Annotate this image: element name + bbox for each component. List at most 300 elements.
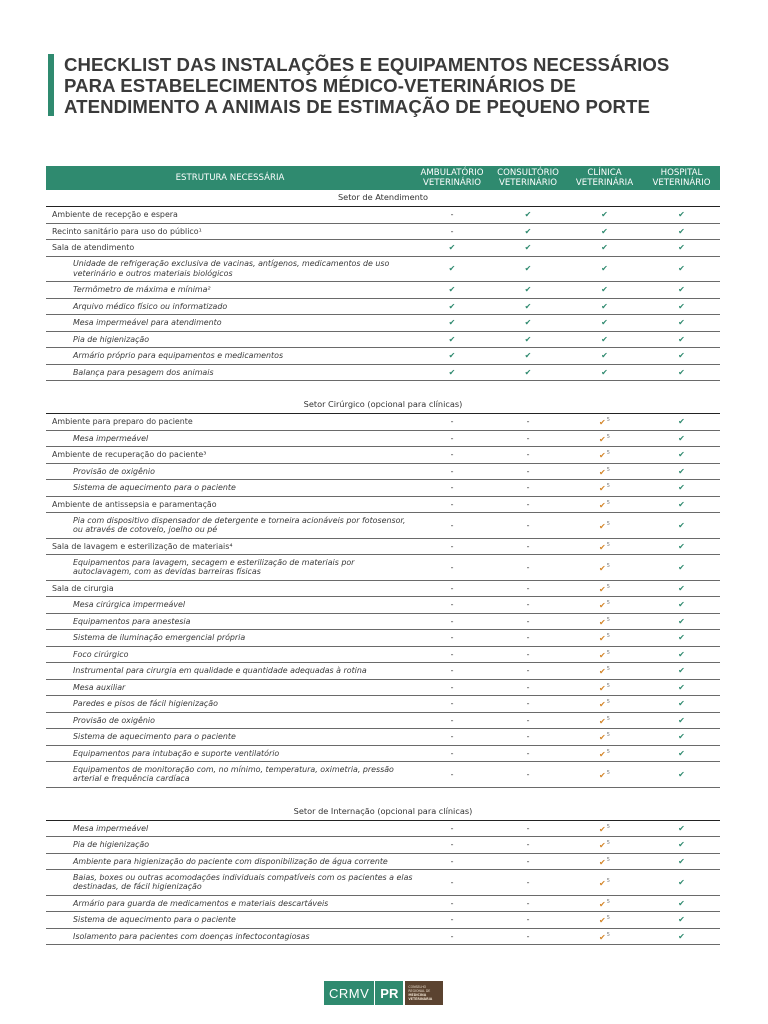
table-row bbox=[46, 912, 720, 929]
sub-item-label: Termômetro de máxima e mínima² bbox=[46, 282, 414, 299]
dash-mark: - bbox=[450, 748, 454, 758]
item-label: Recinto sanitário para uso do público¹ bbox=[46, 223, 414, 240]
sub-item-label: Ambiente para higienização do paciente com disponibilização de água corrente bbox=[46, 853, 414, 870]
mark-ambulatorio bbox=[414, 496, 490, 513]
footnote-ref: 5 bbox=[606, 732, 610, 739]
mark-consultorio bbox=[490, 538, 566, 555]
check-icon: ✔ bbox=[678, 699, 685, 709]
item-label: Ambiente de antissepsia e paramentação bbox=[46, 496, 414, 513]
mark-ambulatorio bbox=[414, 282, 490, 299]
check-icon: ✔ bbox=[678, 732, 685, 742]
dash-mark: - bbox=[450, 898, 454, 908]
dash-mark: - bbox=[450, 649, 454, 659]
mark-consultorio bbox=[490, 870, 566, 896]
mark-hospital bbox=[643, 331, 720, 348]
sub-item-label: Equipamentos de monitoração com, no mínimo, temperatura, oximetria, pressão arterial e frequência cardíaca bbox=[46, 762, 414, 788]
optional-check-icon: ✔$^5$ bbox=[599, 499, 610, 510]
table-row bbox=[46, 315, 720, 332]
dash-mark: - bbox=[526, 483, 530, 493]
table-row bbox=[46, 745, 720, 762]
table-row bbox=[46, 480, 720, 497]
table-body bbox=[46, 190, 720, 945]
mark-hospital bbox=[643, 364, 720, 381]
mark-hospital bbox=[643, 895, 720, 912]
mark-clinica bbox=[566, 837, 643, 854]
mark-hospital bbox=[643, 630, 720, 647]
mark-ambulatorio bbox=[414, 679, 490, 696]
mark-consultorio bbox=[490, 745, 566, 762]
footnote-ref: 5 bbox=[606, 649, 610, 656]
dash-mark: - bbox=[450, 666, 454, 676]
mark-ambulatorio bbox=[414, 663, 490, 680]
mark-hospital bbox=[643, 712, 720, 729]
optional-check-icon: ✔$^5$ bbox=[599, 823, 610, 834]
dash-mark: - bbox=[450, 840, 454, 850]
mark-clinica bbox=[566, 364, 643, 381]
check-icon: ✔ bbox=[524, 264, 532, 274]
title-block bbox=[48, 54, 738, 117]
dash-mark: - bbox=[526, 450, 530, 460]
dash-mark: - bbox=[526, 715, 530, 725]
mark-clinica bbox=[566, 745, 643, 762]
mark-hospital bbox=[643, 912, 720, 929]
dash-mark: - bbox=[526, 915, 530, 925]
check-icon: ✔ bbox=[448, 243, 456, 253]
footnote-ref: 5 bbox=[606, 877, 610, 884]
logo-council-tag: CONSELHO REGIONAL DE MEDICINA VETERINÁRIA bbox=[405, 981, 443, 1005]
table-row bbox=[46, 282, 720, 299]
dash-mark: - bbox=[450, 600, 454, 610]
table-row bbox=[46, 538, 720, 555]
mark-clinica bbox=[566, 298, 643, 315]
dash-mark: - bbox=[526, 732, 530, 742]
optional-check-icon: ✔$^5$ bbox=[599, 562, 610, 573]
footnote-ref: 5 bbox=[606, 699, 610, 706]
mark-hospital bbox=[643, 613, 720, 630]
optional-check-icon: ✔$^5$ bbox=[599, 877, 610, 888]
title-line-1: CHECKLIST DAS INSTALAÇÕES E EQUIPAMENTOS NECESSÁRIOS bbox=[64, 54, 670, 75]
footnote-ref: 5 bbox=[606, 562, 610, 569]
table-row bbox=[46, 663, 720, 680]
mark-clinica bbox=[566, 538, 643, 555]
mark-consultorio bbox=[490, 256, 566, 282]
sub-item-label: Mesa cirúrgica impermeável bbox=[46, 597, 414, 614]
mark-hospital bbox=[643, 414, 720, 431]
footnote-ref: 5 bbox=[606, 666, 610, 673]
footnote-ref: 5 bbox=[606, 520, 610, 527]
check-icon: ✔ bbox=[601, 210, 608, 220]
check-icon: ✔ bbox=[678, 562, 685, 572]
table-row bbox=[46, 820, 720, 837]
check-icon: ✔ bbox=[524, 226, 532, 236]
mark-hospital bbox=[643, 447, 720, 464]
mark-ambulatorio bbox=[414, 447, 490, 464]
mark-clinica bbox=[566, 240, 643, 257]
sub-item-label: Sistema de aquecimento para o paciente bbox=[46, 729, 414, 746]
check-icon: ✔ bbox=[678, 666, 685, 676]
mark-consultorio bbox=[490, 414, 566, 431]
mark-clinica bbox=[566, 895, 643, 912]
dash-mark: - bbox=[450, 715, 454, 725]
dash-mark: - bbox=[450, 931, 454, 941]
sub-item-label: Baias, boxes ou outras acomodações individuais compatíveis com os pacientes a elas destinadas, de fácil higienização bbox=[46, 870, 414, 896]
dash-mark: - bbox=[526, 748, 530, 758]
sub-item-label: Unidade de refrigeração exclusiva de vacinas, antígenos, medicamentos de uso veterinário e outros materiais biológicos bbox=[46, 256, 414, 282]
check-icon: ✔ bbox=[678, 351, 685, 361]
mark-ambulatorio bbox=[414, 348, 490, 365]
check-icon: ✔ bbox=[601, 351, 608, 361]
table-row bbox=[46, 513, 720, 539]
mark-consultorio bbox=[490, 580, 566, 597]
sub-item-label: Mesa impermeável bbox=[46, 820, 414, 837]
optional-check-icon: ✔$^5$ bbox=[599, 450, 610, 461]
check-icon: ✔ bbox=[678, 541, 685, 551]
sub-item-label: Mesa impermeável para atendimento bbox=[46, 315, 414, 332]
table-row bbox=[46, 853, 720, 870]
mark-consultorio bbox=[490, 496, 566, 513]
dash-mark: - bbox=[450, 433, 454, 443]
footnote-ref: 5 bbox=[606, 541, 610, 548]
mark-clinica bbox=[566, 853, 643, 870]
optional-check-icon: ✔$^5$ bbox=[599, 915, 610, 926]
dash-mark: - bbox=[450, 633, 454, 643]
optional-check-icon: ✔$^5$ bbox=[599, 931, 610, 942]
title-line-3: ATENDIMENTO A ANIMAIS DE ESTIMAÇÃO DE PEQUENO PORTE bbox=[64, 96, 651, 117]
check-icon: ✔ bbox=[524, 210, 532, 220]
col-header-estrutura: ESTRUTURA NECESSÁRIA bbox=[46, 166, 414, 190]
section-spacer bbox=[46, 381, 720, 398]
table-row bbox=[46, 447, 720, 464]
mark-clinica bbox=[566, 696, 643, 713]
check-icon: ✔ bbox=[678, 450, 685, 460]
mark-clinica bbox=[566, 663, 643, 680]
section-header bbox=[46, 397, 720, 414]
optional-check-icon: ✔$^5$ bbox=[599, 583, 610, 594]
sub-item-label: Pia com dispositivo dispensador de detergente e torneira acionáveis por fotosensor, ou através de cotovelo, joelho ou pé bbox=[46, 513, 414, 539]
mark-hospital bbox=[643, 480, 720, 497]
col-header-hospital: HOSPITAL VETERINÁRIO bbox=[643, 166, 720, 190]
dash-mark: - bbox=[526, 823, 530, 833]
optional-check-icon: ✔$^5$ bbox=[599, 417, 610, 428]
mark-consultorio bbox=[490, 613, 566, 630]
sub-item-label: Armário próprio para equipamentos e medicamentos bbox=[46, 348, 414, 365]
check-icon: ✔ bbox=[678, 483, 685, 493]
mark-consultorio bbox=[490, 331, 566, 348]
optional-check-icon: ✔$^5$ bbox=[599, 769, 610, 780]
dash-mark: - bbox=[526, 649, 530, 659]
mark-clinica bbox=[566, 712, 643, 729]
dash-mark: - bbox=[450, 562, 454, 572]
mark-ambulatorio bbox=[414, 256, 490, 282]
item-label: Sala de lavagem e esterilização de materiais⁴ bbox=[46, 538, 414, 555]
mark-hospital bbox=[643, 928, 720, 945]
sub-item-label: Isolamento para pacientes com doenças infectocontagiosas bbox=[46, 928, 414, 945]
table-row bbox=[46, 613, 720, 630]
mark-consultorio bbox=[490, 928, 566, 945]
dash-mark: - bbox=[450, 682, 454, 692]
sub-item-label: Equipamentos para anestesia bbox=[46, 613, 414, 630]
footnote-ref: 5 bbox=[606, 483, 610, 490]
mark-ambulatorio bbox=[414, 745, 490, 762]
check-icon: ✔ bbox=[678, 715, 685, 725]
mark-ambulatorio bbox=[414, 240, 490, 257]
table-row bbox=[46, 679, 720, 696]
mark-consultorio bbox=[490, 223, 566, 240]
check-icon: ✔ bbox=[678, 633, 685, 643]
footnote-ref: 5 bbox=[606, 898, 610, 905]
section-title: Setor de Internação (opcional para clínicas) bbox=[46, 804, 720, 821]
mark-clinica bbox=[566, 870, 643, 896]
table-row bbox=[46, 762, 720, 788]
dash-mark: - bbox=[450, 520, 454, 530]
table-row bbox=[46, 240, 720, 257]
dash-mark: - bbox=[526, 616, 530, 626]
mark-consultorio bbox=[490, 597, 566, 614]
mark-ambulatorio bbox=[414, 696, 490, 713]
check-icon: ✔ bbox=[678, 301, 685, 311]
mark-hospital bbox=[643, 580, 720, 597]
check-icon: ✔ bbox=[678, 649, 685, 659]
mark-clinica bbox=[566, 513, 643, 539]
table-row bbox=[46, 348, 720, 365]
table-row bbox=[46, 597, 720, 614]
check-icon: ✔ bbox=[524, 351, 532, 361]
mark-consultorio bbox=[490, 837, 566, 854]
mark-ambulatorio bbox=[414, 820, 490, 837]
check-icon: ✔ bbox=[524, 301, 532, 311]
table-row bbox=[46, 870, 720, 896]
mark-hospital bbox=[643, 207, 720, 224]
mark-ambulatorio bbox=[414, 928, 490, 945]
check-icon: ✔ bbox=[678, 433, 685, 443]
table-row bbox=[46, 496, 720, 513]
title-line-2: PARA ESTABELECIMENTOS MÉDICO-VETERINÁRIOS DE bbox=[64, 75, 576, 96]
sub-item-label: Paredes e pisos de fácil higienização bbox=[46, 696, 414, 713]
mark-ambulatorio bbox=[414, 414, 490, 431]
mark-hospital bbox=[643, 679, 720, 696]
mark-consultorio bbox=[490, 447, 566, 464]
optional-check-icon: ✔$^5$ bbox=[599, 541, 610, 552]
table-row bbox=[46, 430, 720, 447]
section-header bbox=[46, 190, 720, 207]
mark-consultorio bbox=[490, 912, 566, 929]
mark-hospital bbox=[643, 597, 720, 614]
mark-clinica bbox=[566, 447, 643, 464]
footnote-ref: 5 bbox=[606, 915, 610, 922]
check-icon: ✔ bbox=[601, 285, 608, 295]
mark-clinica bbox=[566, 348, 643, 365]
dash-mark: - bbox=[526, 666, 530, 676]
dash-mark: - bbox=[450, 616, 454, 626]
mark-consultorio bbox=[490, 364, 566, 381]
mark-ambulatorio bbox=[414, 630, 490, 647]
mark-clinica bbox=[566, 729, 643, 746]
mark-clinica bbox=[566, 207, 643, 224]
footnote-ref: 5 bbox=[606, 583, 610, 590]
mark-consultorio bbox=[490, 712, 566, 729]
item-label: Ambiente para preparo do paciente bbox=[46, 414, 414, 431]
mark-ambulatorio bbox=[414, 364, 490, 381]
sub-item-label: Instrumental para cirurgia em qualidade e quantidade adequadas à rotina bbox=[46, 663, 414, 680]
dash-mark: - bbox=[526, 931, 530, 941]
check-icon: ✔ bbox=[601, 367, 608, 377]
table-row bbox=[46, 414, 720, 431]
dash-mark: - bbox=[526, 499, 530, 509]
mark-hospital bbox=[643, 256, 720, 282]
mark-hospital bbox=[643, 240, 720, 257]
optional-check-icon: ✔$^5$ bbox=[599, 732, 610, 743]
mark-consultorio bbox=[490, 663, 566, 680]
optional-check-icon: ✔$^5$ bbox=[599, 520, 610, 531]
check-icon: ✔ bbox=[678, 898, 685, 908]
check-icon: ✔ bbox=[601, 264, 608, 274]
sub-item-label: Provisão de oxigênio bbox=[46, 463, 414, 480]
mark-clinica bbox=[566, 630, 643, 647]
mark-ambulatorio bbox=[414, 597, 490, 614]
item-label: Ambiente de recuperação do paciente³ bbox=[46, 447, 414, 464]
mark-ambulatorio bbox=[414, 207, 490, 224]
mark-clinica bbox=[566, 480, 643, 497]
check-icon: ✔ bbox=[448, 301, 456, 311]
table-header bbox=[46, 166, 720, 190]
footnote-ref: 5 bbox=[606, 748, 610, 755]
check-icon: ✔ bbox=[448, 367, 456, 377]
mark-hospital bbox=[643, 762, 720, 788]
table-row bbox=[46, 630, 720, 647]
mark-consultorio bbox=[490, 282, 566, 299]
sub-item-label: Pia de higienização bbox=[46, 837, 414, 854]
mark-consultorio bbox=[490, 646, 566, 663]
dash-mark: - bbox=[526, 433, 530, 443]
section-title: Setor Cirúrgico (opcional para clínicas) bbox=[46, 397, 720, 414]
mark-hospital bbox=[643, 555, 720, 581]
mark-ambulatorio bbox=[414, 555, 490, 581]
mark-clinica bbox=[566, 315, 643, 332]
dash-mark: - bbox=[450, 877, 454, 887]
mark-hospital bbox=[643, 223, 720, 240]
dash-mark: - bbox=[450, 499, 454, 509]
item-label: Ambiente de recepção e espera bbox=[46, 207, 414, 224]
footnote-ref: 5 bbox=[606, 616, 610, 623]
mark-ambulatorio bbox=[414, 538, 490, 555]
check-icon: ✔ bbox=[678, 682, 685, 692]
dash-mark: - bbox=[450, 856, 454, 866]
check-icon: ✔ bbox=[448, 334, 456, 344]
table-row bbox=[46, 555, 720, 581]
table-row bbox=[46, 331, 720, 348]
check-icon: ✔ bbox=[601, 243, 608, 253]
dash-mark: - bbox=[450, 915, 454, 925]
check-icon: ✔ bbox=[678, 616, 685, 626]
dash-mark: - bbox=[450, 466, 454, 476]
col-header-clinica: CLÍNICA VETERINÁRIA bbox=[566, 166, 643, 190]
sub-item-label: Balança para pesagem dos animais bbox=[46, 364, 414, 381]
mark-consultorio bbox=[490, 480, 566, 497]
crmv-pr-logo bbox=[324, 981, 443, 1005]
footnote-ref: 5 bbox=[606, 433, 610, 440]
mark-hospital bbox=[643, 663, 720, 680]
mark-ambulatorio bbox=[414, 646, 490, 663]
mark-clinica bbox=[566, 414, 643, 431]
optional-check-icon: ✔$^5$ bbox=[599, 433, 610, 444]
dash-mark: - bbox=[450, 823, 454, 833]
mark-clinica bbox=[566, 820, 643, 837]
mark-clinica bbox=[566, 256, 643, 282]
check-icon: ✔ bbox=[524, 285, 532, 295]
check-icon: ✔ bbox=[678, 915, 685, 925]
mark-consultorio bbox=[490, 240, 566, 257]
mark-consultorio bbox=[490, 207, 566, 224]
mark-ambulatorio bbox=[414, 223, 490, 240]
mark-consultorio bbox=[490, 729, 566, 746]
mark-clinica bbox=[566, 762, 643, 788]
mark-ambulatorio bbox=[414, 853, 490, 870]
sub-item-label: Sistema de aquecimento para o paciente bbox=[46, 912, 414, 929]
dash-mark: - bbox=[526, 877, 530, 887]
checklist-table bbox=[46, 166, 720, 945]
dash-mark: - bbox=[526, 840, 530, 850]
dash-mark: - bbox=[450, 769, 454, 779]
check-icon: ✔ bbox=[448, 264, 456, 274]
footnote-ref: 5 bbox=[606, 600, 610, 607]
mark-hospital bbox=[643, 348, 720, 365]
optional-check-icon: ✔$^5$ bbox=[599, 840, 610, 851]
mark-ambulatorio bbox=[414, 837, 490, 854]
mark-ambulatorio bbox=[414, 712, 490, 729]
dash-mark: - bbox=[450, 699, 454, 709]
check-icon: ✔ bbox=[678, 600, 685, 610]
mark-clinica bbox=[566, 613, 643, 630]
dash-mark: - bbox=[526, 699, 530, 709]
check-icon: ✔ bbox=[678, 769, 685, 779]
optional-check-icon: ✔$^5$ bbox=[599, 856, 610, 867]
mark-clinica bbox=[566, 679, 643, 696]
optional-check-icon: ✔$^5$ bbox=[599, 466, 610, 477]
table-row bbox=[46, 207, 720, 224]
sub-item-label: Provisão de oxigênio bbox=[46, 712, 414, 729]
mark-clinica bbox=[566, 912, 643, 929]
dash-mark: - bbox=[526, 541, 530, 551]
dash-mark: - bbox=[450, 417, 454, 427]
mark-ambulatorio bbox=[414, 729, 490, 746]
mark-consultorio bbox=[490, 348, 566, 365]
check-icon: ✔ bbox=[524, 367, 532, 377]
dash-mark: - bbox=[450, 226, 454, 236]
check-icon: ✔ bbox=[678, 520, 685, 530]
check-icon: ✔ bbox=[448, 351, 456, 361]
optional-check-icon: ✔$^5$ bbox=[599, 616, 610, 627]
table-row bbox=[46, 837, 720, 854]
mark-clinica bbox=[566, 463, 643, 480]
optional-check-icon: ✔$^5$ bbox=[599, 699, 610, 710]
mark-ambulatorio bbox=[414, 870, 490, 896]
check-icon: ✔ bbox=[678, 931, 685, 941]
section-spacer bbox=[46, 787, 720, 804]
check-icon: ✔ bbox=[678, 285, 685, 295]
dash-mark: - bbox=[450, 450, 454, 460]
mark-clinica bbox=[566, 646, 643, 663]
item-label: Sala de cirurgia bbox=[46, 580, 414, 597]
mark-hospital bbox=[643, 298, 720, 315]
mark-hospital bbox=[643, 538, 720, 555]
check-icon: ✔ bbox=[678, 417, 685, 427]
mark-consultorio bbox=[490, 762, 566, 788]
table-row bbox=[46, 298, 720, 315]
check-icon: ✔ bbox=[524, 334, 532, 344]
table-row bbox=[46, 895, 720, 912]
check-icon: ✔ bbox=[678, 367, 685, 377]
footnote-ref: 5 bbox=[606, 633, 610, 640]
